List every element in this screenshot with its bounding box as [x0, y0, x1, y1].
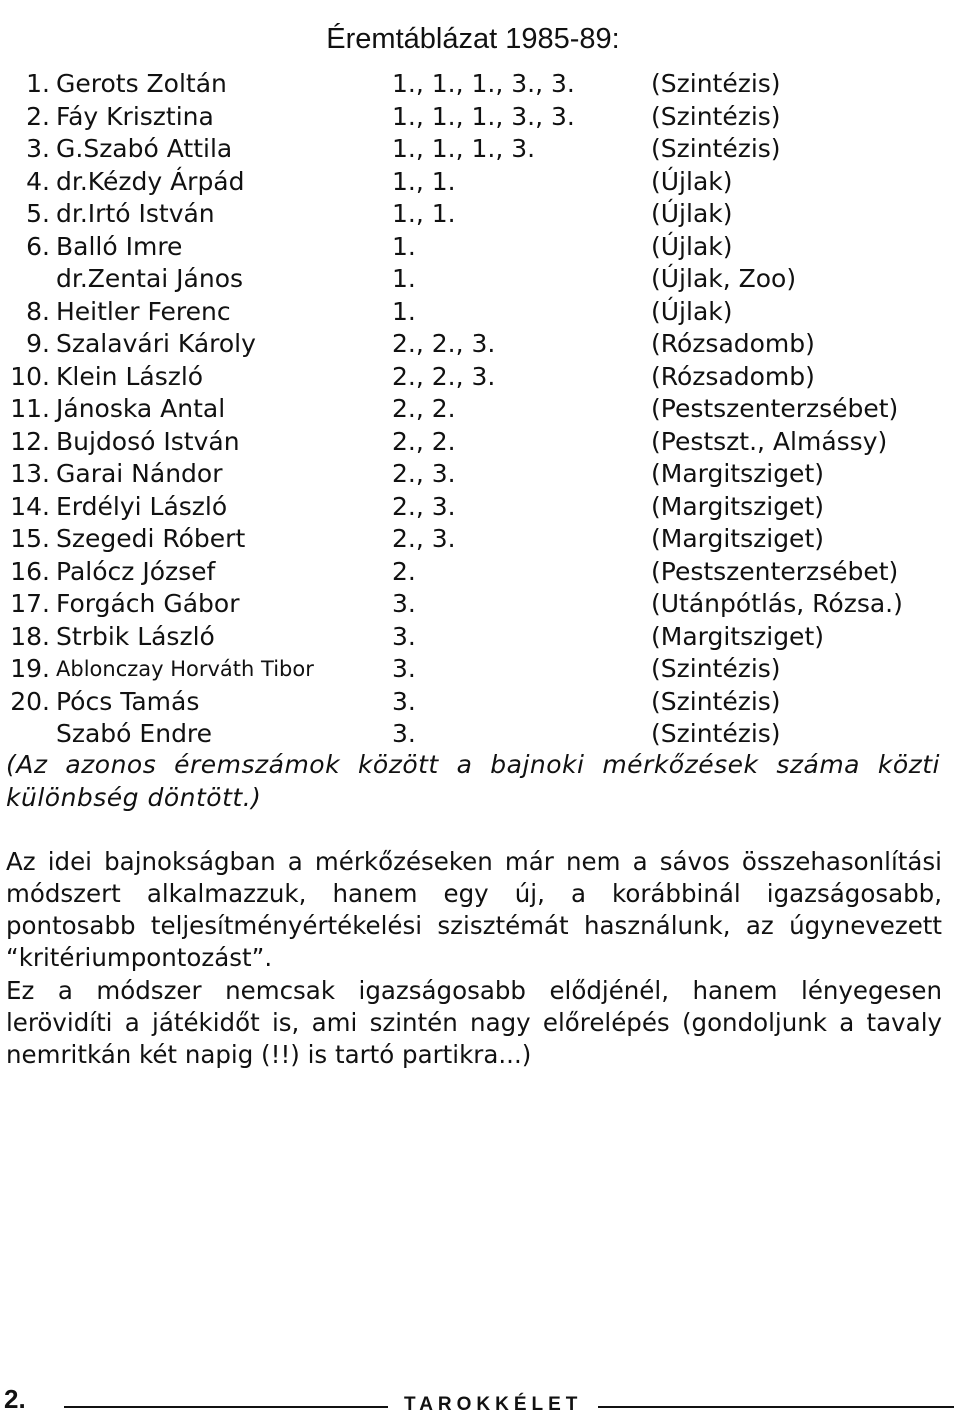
- medal-list: 3.: [392, 654, 416, 683]
- medal-list: 2., 3.: [392, 491, 456, 521]
- rank-number: 10.: [10, 361, 50, 391]
- rank-number: 16.: [10, 556, 50, 586]
- player-name: Pócs Tamás: [56, 686, 200, 716]
- player-name: dr.Irtó István: [56, 199, 215, 228]
- medal-list: 2., 2.: [392, 426, 456, 456]
- player-name: Fáy Krisztina: [56, 101, 214, 131]
- medal-list: 1., 1., 1., 3., 3.: [392, 69, 575, 98]
- medal-list: 2., 2., 3.: [392, 329, 496, 358]
- player-name: Jánoska Antal: [56, 394, 226, 423]
- table-row: [0, 133, 960, 166]
- club-name: (Pestszenterzsébet): [651, 556, 899, 586]
- club-name: (Rózsadomb): [651, 361, 815, 391]
- table-row: [0, 653, 960, 686]
- table-row: [0, 491, 960, 524]
- club-name: (Újlak): [651, 231, 733, 261]
- table-row: [0, 426, 960, 459]
- club-name: (Pestszt., Almássy): [651, 426, 888, 456]
- club-name: (Újlak, Zoo): [651, 264, 797, 293]
- footer-brand: TAROKKÉLET: [404, 1394, 583, 1415]
- rank-number: 19.: [10, 654, 50, 683]
- club-name: (Szintézis): [651, 69, 781, 98]
- club-name: (Újlak): [651, 166, 733, 196]
- player-name: Szalavári Károly: [56, 329, 256, 358]
- medal-list: 1., 1.: [392, 199, 456, 228]
- table-row: [0, 328, 960, 361]
- club-name: (Újlak): [651, 199, 733, 228]
- rank-number: 5.: [26, 199, 50, 228]
- medal-list: 2.: [392, 556, 416, 586]
- rank-number: 4.: [26, 166, 50, 196]
- player-name: G.Szabó Attila: [56, 134, 233, 163]
- table-row: [0, 101, 960, 134]
- medal-list: 3.: [392, 719, 416, 748]
- table-row: [0, 458, 960, 491]
- rank-number: 6.: [26, 231, 50, 261]
- player-name: Gerots Zoltán: [56, 69, 227, 98]
- medal-list: 1.: [392, 264, 416, 293]
- rank-number: 3.: [26, 134, 50, 163]
- medal-list: 2., 3.: [392, 459, 456, 488]
- table-row: [0, 523, 960, 556]
- player-name: Palócz József: [56, 556, 216, 586]
- club-name: (Rózsadomb): [651, 329, 815, 358]
- rank-number: 17.: [10, 589, 50, 618]
- player-name: dr.Kézdy Árpád: [56, 166, 245, 196]
- player-name: Ablonczay Horváth Tibor: [56, 657, 314, 681]
- player-name: Balló Imre: [56, 231, 183, 261]
- medal-list: 2., 3.: [392, 524, 456, 553]
- table-row: [0, 166, 960, 199]
- paragraph-scoring-system: Az idei bajnokságban a mérkőzéseken már nem a sávos összehasonlítási módszert alkalmazzuk, hanem egy új, a korábbinál igazságosabb, pontosabb teljesítményértékelési szisztémát használunk, az úgynevezett “kritériumpontozást”.: [6, 847, 942, 972]
- player-name: dr.Zentai János: [56, 264, 244, 293]
- club-name: (Pestszenterzsébet): [651, 394, 899, 423]
- medal-list: 1.: [392, 296, 416, 326]
- rank-number: 15.: [10, 524, 50, 553]
- club-name: (Szintézis): [651, 101, 781, 131]
- rank-number: 9.: [26, 329, 50, 358]
- player-name: Strbik László: [56, 621, 215, 651]
- table-row: [0, 68, 960, 101]
- page-title: Éremtáblázat 1985-89:: [326, 23, 620, 56]
- rank-number: 2.: [26, 101, 50, 131]
- medal-list: 3.: [392, 621, 416, 651]
- rank-number: 20.: [10, 686, 50, 716]
- rank-number: 13.: [10, 459, 50, 488]
- medal-list: 1., 1.: [392, 166, 456, 196]
- club-name: (Margitsziget): [651, 524, 824, 553]
- club-name: (Margitsziget): [651, 621, 824, 651]
- medal-list: 1., 1., 1., 3.: [392, 134, 536, 163]
- medal-list: 3.: [392, 589, 416, 618]
- footer-divider: [64, 1406, 388, 1408]
- player-name: Erdélyi László: [56, 491, 228, 521]
- medal-list: 2., 2., 3.: [392, 361, 496, 391]
- player-name: Szabó Endre: [56, 719, 213, 748]
- player-name: Heitler Ferenc: [56, 296, 231, 326]
- club-name: (Szintézis): [651, 654, 781, 683]
- page-footer: [0, 1372, 960, 1419]
- medal-list: 2., 2.: [392, 394, 456, 423]
- rank-number: 8.: [26, 296, 50, 326]
- rank-number: 11.: [10, 394, 50, 423]
- medal-list: 1.: [392, 231, 416, 261]
- table-row: [0, 263, 960, 296]
- club-name: (Szintézis): [651, 686, 781, 716]
- rank-number: 1.: [26, 69, 50, 98]
- player-name: Szegedi Róbert: [56, 524, 246, 553]
- player-name: Forgách Gábor: [56, 589, 240, 618]
- table-row: [0, 621, 960, 654]
- club-name: (Szintézis): [651, 134, 781, 163]
- table-row: [0, 198, 960, 231]
- table-row: [0, 296, 960, 329]
- medal-list: 3.: [392, 686, 416, 716]
- page-number: 2.: [4, 1384, 26, 1414]
- table-row: [0, 361, 960, 394]
- rank-number: 14.: [10, 491, 50, 521]
- table-row: [0, 231, 960, 264]
- medal-table: [0, 68, 960, 751]
- club-name: (Szintézis): [651, 719, 781, 748]
- club-name: (Margitsziget): [651, 459, 824, 488]
- club-name: (Újlak): [651, 296, 733, 326]
- table-row: [0, 686, 960, 719]
- player-name: Garai Nándor: [56, 459, 223, 488]
- table-row: [0, 588, 960, 621]
- medal-list: 1., 1., 1., 3., 3.: [392, 101, 575, 131]
- player-name: Bujdosó István: [56, 426, 240, 456]
- footer-divider: [598, 1406, 954, 1408]
- rank-number: 12.: [10, 426, 50, 456]
- club-name: (Utánpótlás, Rózsa.): [651, 589, 903, 618]
- table-row: [0, 556, 960, 589]
- tiebreak-note: (Az azonos éremszámok között a bajnoki mérkőzések száma közti különbség döntött.): [6, 750, 940, 812]
- club-name: (Margitsziget): [651, 491, 824, 521]
- paragraph-method-benefits: Ez a módszer nemcsak igazságosabb elődjénél, hanem lényegesen lerövidíti a játékidőt is, ami szintén nagy előrelépés (gondoljunk a tavaly nemritkán két napig (!!) is tartó partikra...): [6, 976, 942, 1069]
- table-row: [0, 393, 960, 426]
- table-row: [0, 718, 960, 751]
- rank-number: 18.: [10, 621, 50, 651]
- player-name: Klein László: [56, 361, 204, 391]
